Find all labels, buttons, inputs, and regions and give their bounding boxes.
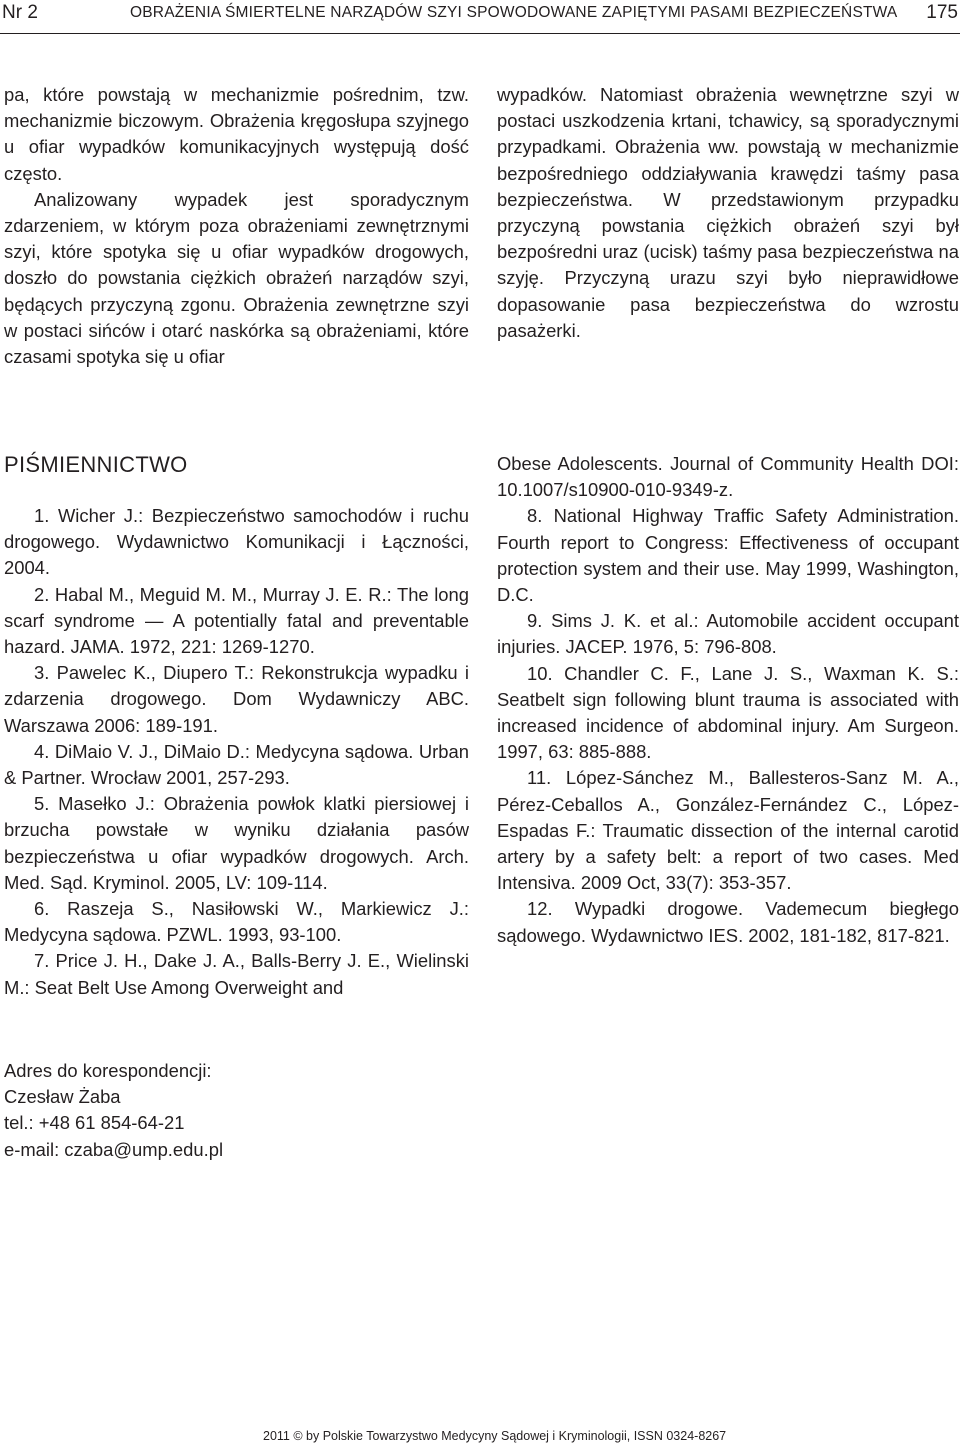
reference-item: 4. DiMaio V. J., DiMaio D.: Medycyna sądowa. Urban & Partner. Wrocław 2001, 257-293. [4, 740, 469, 789]
reference-item: 1. Wicher J.: Bezpieczeństwo samochodów i ruchu drogowego. Wydawnictwo Komunikacji i Łączności, 2004. [4, 505, 469, 579]
body-right-column [497, 82, 959, 344]
copyright-footer: 2011 © by Polskie Towarzystwo Medycyny Sądowej i Kryminologii, ISSN 0324-8267 [263, 1429, 727, 1443]
reference-item: 5. Masełko J.: Obrażenia powłok klatki piersiowej i brzucha powstałe w wyniku działania pasów bezpieczeństwa u ofiar wypadków drogowych. Arch. Med. Sąd. Kryminol. 2005, LV: 109-114. [4, 793, 469, 893]
correspondence-label: Adres do korespondencji: [4, 1060, 212, 1081]
reference-item: 12. Wypadki drogowe. Vademecum biegłego sądowego. Wydawnictwo IES. 2002, 181-182, 817-821. [497, 898, 959, 946]
reference-item: 2. Habal M., Meguid M. M., Murray J. E. R.: The long scarf syndrome — A potentially fatal and preventable hazard. JAMA. 1972, 221: 1269-1270. [4, 583, 469, 658]
page-number: 175 [926, 2, 958, 23]
running-title: OBRAŻENIA ŚMIERTELNE NARZĄDÓW SZYI SPOWODOWANE ZAPIĘTYMI PASAMI BEZPIECZEŃSTWA [130, 4, 898, 21]
header-rule [0, 33, 960, 34]
references-heading: PIŚMIENNICTWO [4, 452, 188, 477]
reference-item: 11. López-Sánchez M., Ballesteros-Sanz M. A., Pérez-Ceballos A., González-Fernández C., López-Espadas F.: Traumatic dissection of the internal carotid artery by a safety belt: a report of two cases. Med Intensiva. 2009 Oct, 33(7): 353-357. [497, 767, 959, 894]
correspondence-phone: tel.: +48 61 854-64-21 [4, 1112, 185, 1134]
body-left-column [4, 82, 469, 370]
correspondence-email[interactable]: e-mail: czaba@ump.edu.pl [4, 1138, 224, 1160]
references-left-column [4, 503, 469, 1001]
reference-item: 9. Sims J. K. et al.: Automobile accident occupant injuries. JACEP. 1976, 5: 796-808. [497, 610, 959, 658]
body-paragraph: wypadków. Natomiast obrażenia wewnętrzne szyi w postaci uszkodzenia krtani, tchawicy, są sporadycznymi przypadkami. Obrażenia ww. powstają w mechanizmie bezpośredniego oddziaływania krawędzi taśmy pasa bezpieczeństwa. W przedstawionym przypadku przyczyną powstania ciężkich obrażeń szyi był bezpośredni uraz (ucisk) taśmy pasa bezpieczeństwa na szyję. Przyczyną urazu szyi było nieprawidłowe dopasowanie pasa bezpieczeństwa do wzrostu pasażerki. [497, 84, 959, 341]
references-right-column [497, 451, 959, 949]
correspondence-address [4, 1058, 223, 1163]
correspondence-name: Czesław Żaba [4, 1086, 121, 1108]
reference-item: 3. Pawelec K., Diupero T.: Rekonstrukcja wypadku i zdarzenia drogowego. Dom Wydawniczy ABC. Warszawa 2006: 189-191. [4, 662, 469, 736]
reference-item: 10. Chandler C. F., Lane J. S., Waxman K. S.: Seatbelt sign following blunt trauma is associated with increased incidence of abdominal injury. Am Surgeon. 1997, 63: 885-888. [497, 662, 959, 763]
issue-number: Nr 2 [2, 2, 38, 23]
running-header [0, 0, 960, 30]
reference-item: 7. Price J. H., Dake J. A., Balls-Berry J. E., Wielinski M.: Seat Belt Use Among Overweight and [4, 950, 469, 998]
body-paragraph: Analizowany wypadek jest sporadycznym zdarzeniem, w którym poza obrażeniami zewnętrznymi szyi, które spotyka się u ofiar wypadków drogowych, doszło do powstania ciężkich obrażeń narządów szyi, będących przyczyną zgonu. Obrażenia zewnętrzne szyi w postaci sińców i otarć naskórka są obrażeniami, które czasami spotyka się u ofiar [4, 188, 469, 368]
body-paragraph: pa, które powstają w mechanizmie pośrednim, tzw. mechanizmie biczowym. Obrażenia kręgosłupa szyjnego u ofiar wypadków komunikacyjnych występują dość często. [4, 84, 469, 184]
reference-item: 6. Raszeja S., Nasiłowski W., Markiewicz J.: Medycyna sądowa. PZWL. 1993, 93-100. [4, 898, 469, 946]
reference-item: 8. National Highway Traffic Safety Administration. Fourth report to Congress: Effectiveness of occupant protection system and their use. May 1999, Washington, D.C. [497, 505, 959, 606]
reference-item-continued: Obese Adolescents. Journal of Community Health DOI: 10.1007/s10900-010-9349-z. [497, 453, 959, 501]
